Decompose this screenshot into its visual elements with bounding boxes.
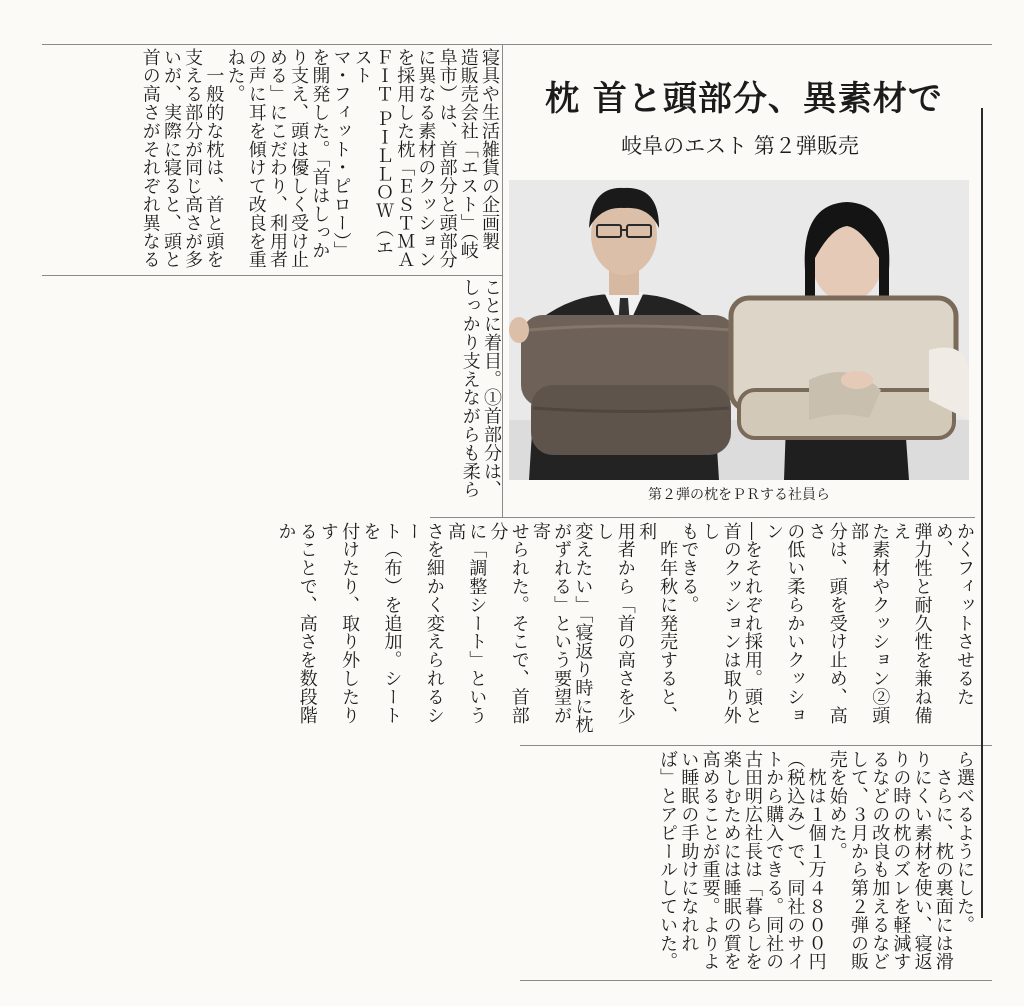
photo-caption: 第２弾の枕をＰＲする社員ら [648, 487, 830, 503]
article-body-column: 寝具や生活雑貨の企画製 造販売会社「エスト」（岐 阜市）は、首部分と頭部分 に異なる素材のクッション を採用した枕「ＥＳＴＭＡ ＦＩＴ ＰＩＬＬＯＷ（エスト マ・フィット・ピロー）」 を開発した。「首はしっか り支え、頭は優しく受け止 める」にこだわり、利用者 の声に耳を傾けて改良を重 ねた。 一般的な枕は、首と頭を 支える部分が同じ高さが多 いが、実際に寝ると、頭と 首の高さがそれぞれ異なる [139, 48, 500, 269]
article-body-column: ら選べるようにした。 さらに、枕の裏面には滑 りにくい素材を使い、寝返 りの時の枕のズレを軽減す るなどの改良も加えるなど して、３月から第２弾の販 売を始めた。 枕は１個１万４８００円 （税込み）で、同社のサイ トから購入できる。同社の 古田明広社長は「暮らしを 楽しむためには睡眠の質を 高めることが重要。よりよ い睡眠の手助けになれれ ば」とアピールしていた。 [657, 750, 975, 971]
top-rule [42, 44, 992, 45]
middle-section-rule [430, 517, 975, 518]
article-body-column: ことに着目。①首部分は、 しっかり支えながらも柔ら [459, 278, 502, 499]
article-body-column: かくフィットさせるため、 弾力性と耐久性を兼ね備え た素材やクッション②頭部 分は、頭を受け止め、高さ の低い柔らかいクッション ―をそれぞれ採用。頭と 首のクッションは取り外し もできる。 昨年秋に発売すると、利 用者から「首の高さを少し 変えたい」「寝返り時に枕 がずれる」という要望が寄 せられた。そこで、首部分 に「調整シート」という高 さを細かく変えられるシー ト（布）を追加。シートを 付けたり、取り外したりす ることで、高さを数段階か [275, 522, 975, 734]
left-section-rule [42, 275, 502, 276]
article-photo [509, 180, 969, 480]
column-divider-rule [502, 44, 503, 518]
bottom-rule [520, 980, 992, 981]
headline-side-rule [981, 108, 983, 918]
lower-section-rule [520, 745, 992, 746]
headline: 枕 首と頭部分、異素材で [545, 79, 943, 119]
subheadline: 岐阜のエスト 第２弾販売 [621, 134, 859, 158]
